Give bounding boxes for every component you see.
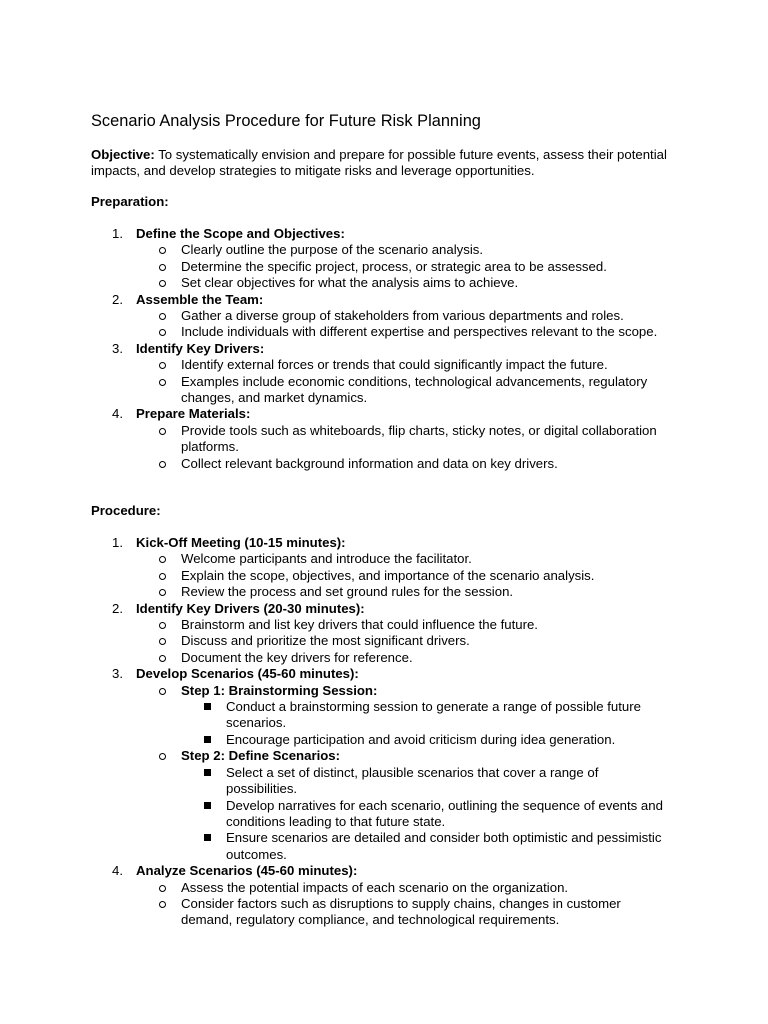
step-number: 3. bbox=[112, 340, 123, 356]
hollow-circle-bullet-icon bbox=[159, 753, 166, 760]
step-number: 2. bbox=[112, 291, 123, 307]
hollow-circle-bullet-icon bbox=[159, 362, 166, 369]
step-number: 3. bbox=[112, 666, 123, 682]
hollow-circle-bullet-icon bbox=[159, 280, 166, 287]
list-item: Include individuals with different expertise and perspectives relevant to the scope. bbox=[181, 324, 673, 340]
list-item: Clearly outline the purpose of the scenario analysis. bbox=[181, 242, 673, 258]
step-label: Define the Scope and Objectives: bbox=[136, 226, 345, 241]
list-item: Identify external forces or trends that could significantly impact the future. bbox=[181, 357, 673, 373]
list-item: Document the key drivers for reference. bbox=[181, 650, 673, 666]
list-item: Explain the scope, objectives, and importance of the scenario analysis. bbox=[181, 568, 673, 584]
step-number: 1. bbox=[112, 535, 123, 550]
step-label: Prepare Materials: bbox=[136, 406, 251, 422]
list-item: Provide tools such as whiteboards, flip charts, sticky notes, or digital collaboration platforms. bbox=[181, 423, 673, 456]
list-item: Welcome participants and introduce the facilitator. bbox=[181, 551, 673, 567]
substep-label: Step 1: Brainstorming Session: bbox=[181, 682, 378, 698]
objective-paragraph bbox=[91, 147, 671, 180]
square-bullet-icon bbox=[204, 802, 211, 809]
hollow-circle-bullet-icon bbox=[159, 461, 166, 468]
substep-label: Step 2: Define Scenarios: bbox=[181, 748, 341, 764]
step-label: Develop Scenarios (45-60 minutes): bbox=[136, 666, 359, 682]
list-item: Brainstorm and list key drivers that could influence the future. bbox=[181, 617, 673, 633]
list-item: Ensure scenarios are detailed and consider both optimistic and pessimistic outcomes. bbox=[226, 830, 673, 863]
square-bullet-icon bbox=[204, 703, 211, 710]
step-label: Identify Key Drivers: bbox=[136, 340, 265, 356]
list-item: Review the process and set ground rules for the session. bbox=[181, 584, 673, 600]
preparation-step bbox=[0, 341, 676, 407]
list-item: Develop narratives for each scenario, outlining the sequence of events and conditions leading to that future state. bbox=[226, 798, 673, 831]
hollow-circle-bullet-icon bbox=[159, 589, 166, 596]
procedure-step bbox=[0, 601, 676, 667]
hollow-circle-bullet-icon bbox=[159, 428, 166, 435]
hollow-circle-bullet-icon bbox=[159, 622, 166, 629]
hollow-circle-bullet-icon bbox=[159, 329, 166, 336]
preparation-heading: Preparation: bbox=[91, 194, 169, 209]
preparation-step bbox=[0, 226, 676, 292]
step-label: Analyze Scenarios (45-60 minutes): bbox=[136, 863, 358, 879]
list-item: Consider factors such as disruptions to supply chains, changes in customer demand, regulatory compliance, and technological requirements. bbox=[181, 896, 673, 929]
hollow-circle-bullet-icon bbox=[159, 379, 166, 386]
step-label: Assemble the Team: bbox=[136, 291, 264, 307]
objective-label: Objective: bbox=[91, 147, 155, 162]
list-item: Collect relevant background information and data on key drivers. bbox=[181, 456, 673, 472]
hollow-circle-bullet-icon bbox=[159, 638, 166, 645]
substep bbox=[181, 683, 673, 749]
hollow-circle-bullet-icon bbox=[159, 556, 166, 563]
square-bullet-icon bbox=[204, 769, 211, 776]
step-number: 2. bbox=[112, 600, 123, 616]
list-item: Conduct a brainstorming session to generate a range of possible future scenarios. bbox=[226, 699, 673, 732]
hollow-circle-bullet-icon bbox=[159, 264, 166, 271]
document-title: Scenario Analysis Procedure for Future Risk Planning bbox=[91, 112, 481, 130]
hollow-circle-bullet-icon bbox=[159, 885, 166, 892]
substep bbox=[181, 748, 673, 863]
preparation-steps-list bbox=[0, 226, 676, 472]
list-item: Set clear objectives for what the analysis aims to achieve. bbox=[181, 275, 673, 291]
list-item: Gather a diverse group of stakeholders from various departments and roles. bbox=[181, 308, 673, 324]
hollow-circle-bullet-icon bbox=[159, 655, 166, 662]
hollow-circle-bullet-icon bbox=[159, 247, 166, 254]
square-bullet-icon bbox=[204, 736, 211, 743]
procedure-step bbox=[0, 535, 676, 601]
objective-text: To systematically envision and prepare for possible future events, assess their potential impacts, and develop strategies to mitigate risks and leverage opportunities. bbox=[91, 147, 667, 179]
procedure-steps-list bbox=[0, 535, 676, 929]
step-number: 4. bbox=[112, 863, 123, 879]
step-number: 1. bbox=[112, 226, 123, 241]
list-item: Assess the potential impacts of each scenario on the organization. bbox=[181, 880, 673, 896]
hollow-circle-bullet-icon bbox=[159, 688, 166, 695]
list-item: Select a set of distinct, plausible scenarios that cover a range of possibilities. bbox=[226, 765, 673, 798]
preparation-step bbox=[0, 406, 676, 472]
hollow-circle-bullet-icon bbox=[159, 901, 166, 908]
procedure-step bbox=[0, 863, 676, 929]
list-item: Encourage participation and avoid criticism during idea generation. bbox=[226, 732, 673, 748]
step-number: 4. bbox=[112, 406, 123, 422]
procedure-heading: Procedure: bbox=[91, 503, 161, 518]
list-item: Discuss and prioritize the most significant drivers. bbox=[181, 633, 673, 649]
hollow-circle-bullet-icon bbox=[159, 313, 166, 320]
procedure-step bbox=[0, 666, 676, 863]
step-label: Kick-Off Meeting (10-15 minutes): bbox=[136, 535, 346, 550]
list-item: Determine the specific project, process, or strategic area to be assessed. bbox=[181, 259, 673, 275]
square-bullet-icon bbox=[204, 834, 211, 841]
preparation-step bbox=[0, 292, 676, 341]
list-item: Examples include economic conditions, technological advancements, regulatory changes, and market dynamics. bbox=[181, 374, 673, 407]
step-label: Identify Key Drivers (20-30 minutes): bbox=[136, 600, 365, 616]
hollow-circle-bullet-icon bbox=[159, 573, 166, 580]
